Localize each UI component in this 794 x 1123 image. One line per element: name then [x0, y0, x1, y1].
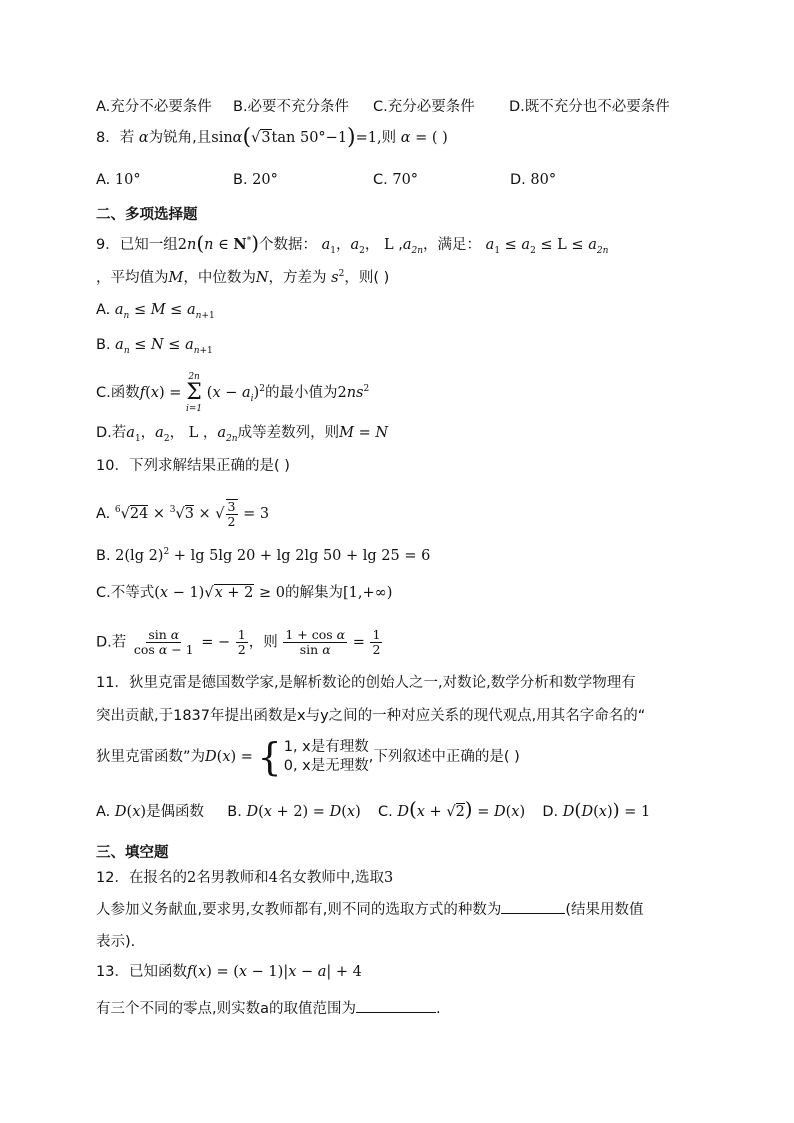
- q7-option-a: A.充分不必要条件: [96, 99, 212, 115]
- q11-stem-line1: 11．狄里克雷是德国数学家,是解析数论的创始人之一,对数论,数学分析和数学物理有: [96, 675, 636, 691]
- q9-stem-line2: ，平均值为M，中位数为N，方差为 $s^2$，则( ): [96, 269, 390, 286]
- q8-option-b-label: B.: [233, 172, 248, 188]
- q7-option-c: C.充分必要条件: [373, 99, 475, 115]
- q12-stem-line2: 人参加义务献血,要求男,女教师都有,则不同的选取方式的种数为 (结果用数值: [96, 899, 644, 920]
- q10-option-d: D.若 $\frac{\text{sin α}}{\text{cos α − 1}}$ = − $\frac{1}{2}$ ，则 $\frac{\text{1 + cos α}}{\text{sin α}}$ = $\frac{1}{2}$: [96, 627, 381, 657]
- q8-option-d-value: 80°: [530, 172, 557, 188]
- q11-option-d: D. D(D(x)) = 1: [542, 800, 651, 821]
- q9-option-c: C.函数f(x) = 2n Σ i=1 $(x - a_i)^2$的最小值为$2ns^2$: [96, 372, 370, 414]
- q10-option-c: C.不等式(x − 1)√x + 2 ≥ 0的解集为[1,+∞): [96, 585, 393, 601]
- q8-option-a-value: 10°: [114, 172, 141, 188]
- q11-option-a: A. D(x)是偶函数: [96, 804, 205, 820]
- summation-sign: 2n Σ i=1: [186, 372, 203, 414]
- q10-option-a: A. $^6$√24 × $^3$√3 × √ $\frac{3}{2}$ = 3: [96, 499, 270, 529]
- q13-stem-line2: 有三个不同的零点,则实数a的取值范围为 .: [96, 998, 441, 1019]
- q10-stem: 10．下列求解结果正确的是( ): [96, 458, 290, 474]
- section-heading-multiple-choice: 二、多项选择题: [96, 207, 198, 223]
- q11-option-b: B. D(x + 2) = D(x): [227, 804, 361, 820]
- sqrt-3: √3: [251, 130, 271, 146]
- piecewise-brace: { 1, x是有理数 0, x是无理数: [257, 735, 369, 779]
- q8-options: [96, 170, 556, 190]
- q9-stem-line1: 9．已知一组2n(n ∈ N*)个数据： $a_1$，$a_2$， L $,a_{2n}$，满足： $a_1 \le a_2 \le L \le a_{2n}$: [96, 231, 609, 256]
- q8-option-d-label: D.: [510, 172, 526, 188]
- q9-option-d: D.若$a_1$，$a_2$， L ，$a_{2n}$成等差数列，则M = N: [96, 425, 389, 444]
- q11-options: [96, 799, 650, 822]
- q7-option-d: D.既不充分也不必要条件: [509, 99, 670, 115]
- q8-stem: 8．若 α为锐角,且sinα(√3tan 50°−1)=1,则 α = ( ): [96, 125, 448, 150]
- q11-stem-line3: 狄里克雷函数”为D(x) = { 1, x是有理数 0, x是无理数 ,下列叙述中正确的是( ): [96, 735, 520, 779]
- q12-stem-line3: 表示).: [96, 934, 136, 950]
- q7-options: [96, 97, 670, 117]
- q11-option-c: C. D(x + √2) = D(x): [377, 797, 526, 821]
- q12-stem-line1: 12．在报名的2名男教师和4名女教师中,选取3: [96, 870, 394, 886]
- section-heading-fill-in: 三、填空题: [96, 845, 169, 861]
- answer-blank[interactable]: [356, 998, 436, 1013]
- q8-option-b-value: 20°: [252, 172, 278, 188]
- q7-option-b: B.必要不充分条件: [233, 99, 350, 115]
- q10-option-b: B. 2(lg 2)$^2$ + lg 5lg 20 + lg 2lg 50 + lg 25 = 6: [96, 547, 431, 564]
- q11-stem-line2: 突出贡献,于1837年提出函数是x与y之间的一种对应关系的现代观点,用其名字命名的“: [96, 708, 646, 724]
- q8-option-a-label: A.: [96, 172, 111, 188]
- q9-option-a: A. $a_n \le M \le a_{n+1}$: [96, 302, 215, 321]
- q8-option-c-value: 70°: [392, 172, 419, 188]
- q8-option-c-label: C.: [373, 172, 388, 188]
- answer-blank[interactable]: [501, 899, 565, 914]
- q13-stem-line1: 13．已知函数f(x) = (x − 1)|x − a| + 4: [96, 964, 362, 980]
- q9-option-b: B. $a_n \le N \le a_{n+1}$: [96, 337, 213, 356]
